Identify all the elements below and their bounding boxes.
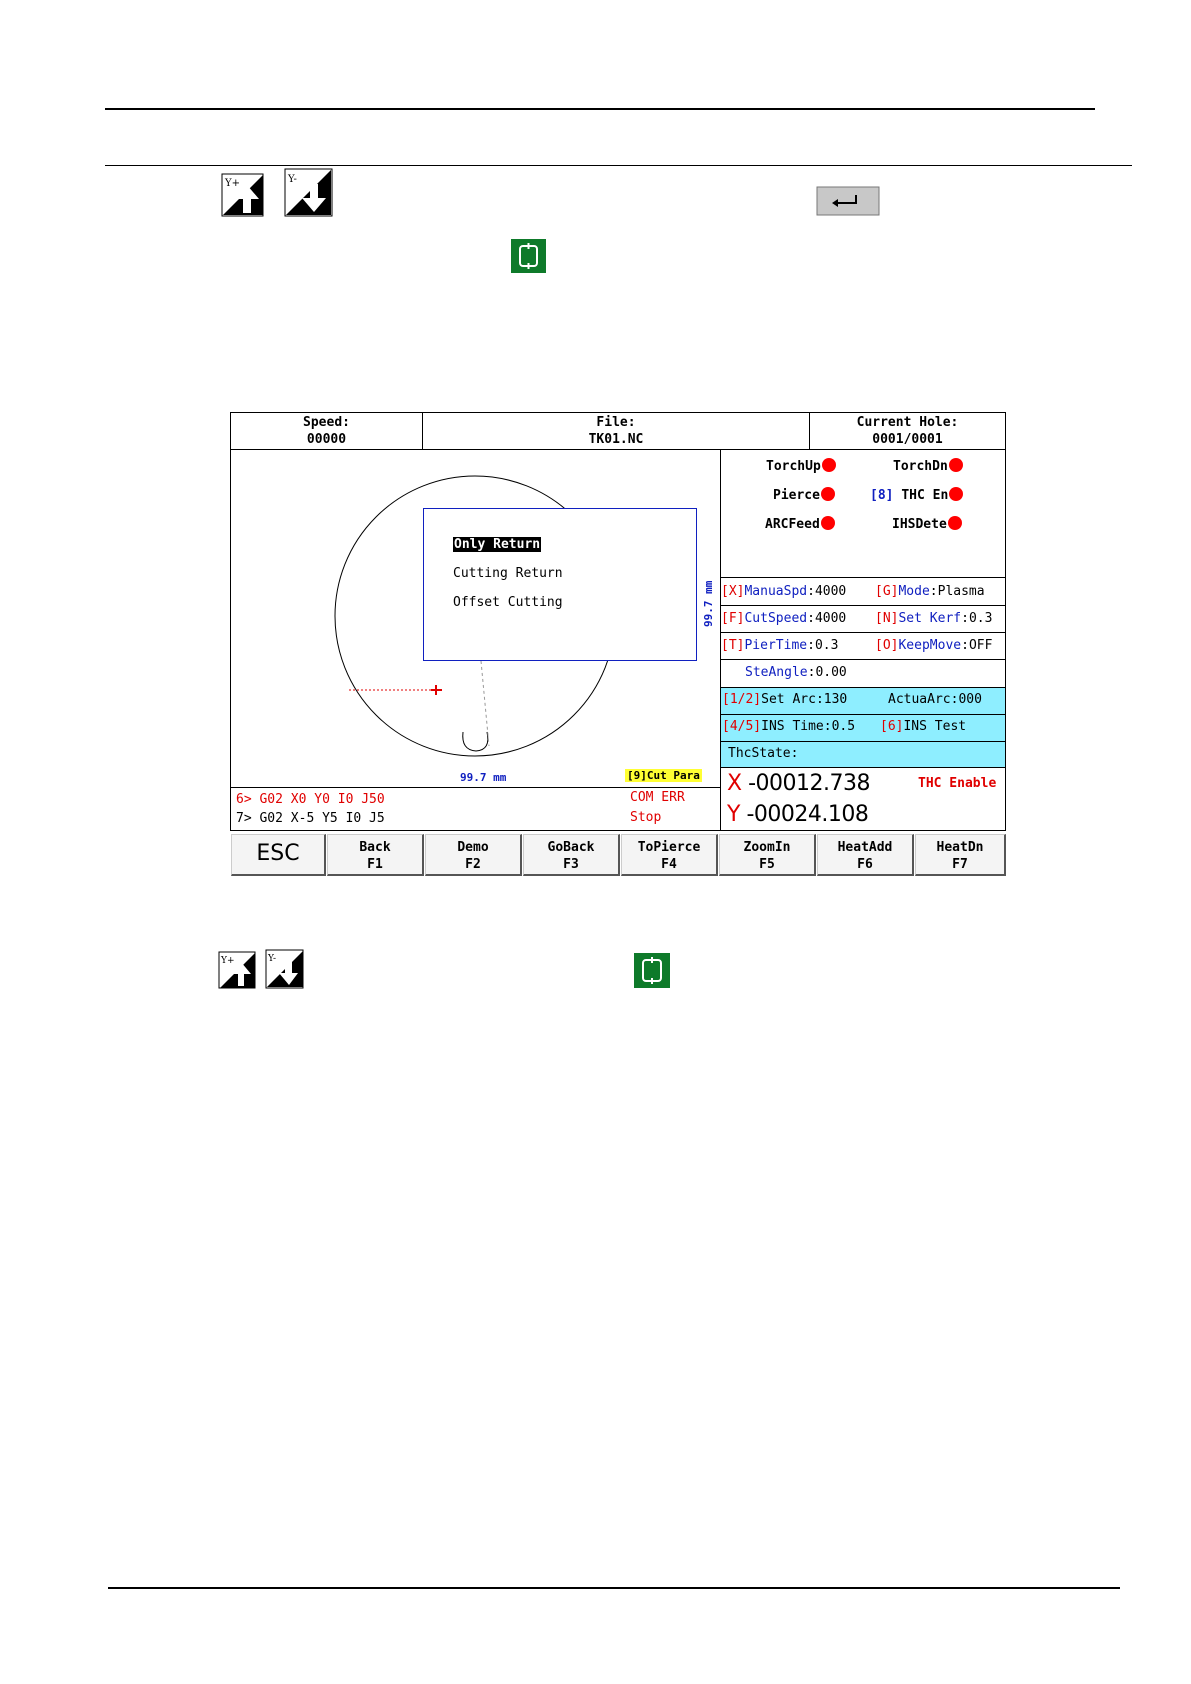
menu-item-only-return[interactable]: Only Return: [454, 537, 541, 552]
indicator-pierce: Pierce: [773, 487, 835, 503]
param-manuaspd[interactable]: [X]ManuaSpd:4000: [721, 584, 847, 599]
speed-cell: [230, 412, 423, 450]
indicator-thc-en: [8] THC En: [870, 487, 963, 503]
arcfeed-led-icon: [821, 516, 835, 530]
message-stop: Stop: [630, 810, 662, 825]
fkey-esc[interactable]: ESC: [231, 834, 326, 876]
indicator-arcfeed: ARCFeed: [765, 516, 835, 532]
code-line-next: 7> G02 X-5 Y5 I0 J5: [236, 811, 385, 826]
param-piertime[interactable]: [T]PierTime:0.3: [721, 638, 839, 653]
coord-x: X -00012.738: [727, 771, 870, 796]
thc-ins-test[interactable]: [6]INS Test: [880, 719, 967, 734]
thc-actua-arc: ActuaArc:000: [888, 692, 982, 707]
speed-value: 00000: [306, 432, 347, 447]
torchdn-led-icon: [949, 458, 963, 472]
pierce-led-icon: [821, 487, 835, 501]
param-set-kerf[interactable]: [N]Set Kerf:0.3: [875, 611, 993, 626]
ihsdete-led-icon: [948, 516, 962, 530]
enter-key-icon: [816, 186, 880, 216]
fkey-heatdn[interactable]: HeatDn F7: [915, 834, 1006, 876]
message-com-err: COM ERR: [630, 790, 685, 805]
y-plus-label: Y+: [225, 178, 240, 189]
top-rule: [105, 108, 1095, 110]
param-steangle[interactable]: SteAngle:0.00: [745, 665, 847, 680]
y-plus-key-icon: [221, 173, 264, 217]
speed-label: Speed:: [303, 415, 350, 430]
thc-en-led-icon: [949, 487, 963, 501]
thc-set-arc[interactable]: [1/2]Set Arc:130: [722, 692, 848, 707]
y-minus-key-icon-2: [265, 949, 304, 989]
param-cutspeed[interactable]: [F]CutSpeed:4000: [721, 611, 847, 626]
thc-status: THC Enable: [918, 776, 997, 791]
thc-ins-time[interactable]: [4/5]INS Time:0.5: [722, 719, 856, 734]
green-function-key-icon-2: [634, 953, 670, 988]
indicator-torchup: TorchUp: [766, 458, 836, 474]
fkey-heatadd[interactable]: HeatAdd F6: [817, 834, 914, 876]
fkey-goback[interactable]: GoBack F3: [523, 834, 620, 876]
indicator-torchdn: TorchDn: [893, 458, 963, 474]
code-line-current: 6> G02 X0 Y0 I0 J50: [236, 792, 385, 807]
coord-y: Y -00024.108: [727, 802, 869, 827]
fkey-zoomin[interactable]: ZoomIn F5: [719, 834, 816, 876]
y-plus-key-icon-2: [218, 951, 256, 989]
indicator-ihsdete: IHSDete: [892, 516, 962, 532]
svg-text:Y+: Y+: [221, 956, 235, 966]
param-mode[interactable]: [G]Mode:Plasma: [875, 584, 985, 599]
y-minus-label: Y-: [288, 174, 297, 185]
cnc-screen: [230, 412, 1006, 876]
green-function-key-icon: [511, 239, 546, 273]
file-cell: [422, 412, 810, 450]
file-label: File:: [596, 415, 636, 430]
header-rule: [105, 165, 1132, 166]
file-value: TK01.NC: [588, 432, 644, 447]
hole-cell: [809, 412, 1006, 450]
cut-para-badge[interactable]: [9]Cut Para: [627, 769, 700, 782]
torchup-led-icon: [822, 458, 836, 472]
menu-item-offset-cutting[interactable]: Offset Cutting: [453, 595, 563, 610]
thc-state: ThcState:: [728, 746, 799, 761]
indicator-panel: [720, 450, 1006, 578]
y-minus-key-icon: [284, 168, 333, 217]
svg-text:Y-: Y-: [268, 954, 276, 964]
return-menu: [423, 508, 697, 661]
menu-item-cutting-return[interactable]: Cutting Return: [453, 566, 563, 581]
dim-vertical: 99.7 mm: [702, 580, 715, 627]
param-keepmove[interactable]: [O]KeepMove:OFF: [875, 638, 993, 653]
footer-rule: [108, 1587, 1120, 1589]
fkey-topierce[interactable]: ToPierce F4: [621, 834, 718, 876]
fkey-demo[interactable]: Demo F2: [425, 834, 522, 876]
hole-value: 0001/0001: [872, 432, 943, 447]
fkey-back[interactable]: Back F1: [327, 834, 424, 876]
dim-horizontal: 99.7 mm: [460, 771, 507, 784]
hole-label: Current Hole:: [856, 415, 959, 430]
